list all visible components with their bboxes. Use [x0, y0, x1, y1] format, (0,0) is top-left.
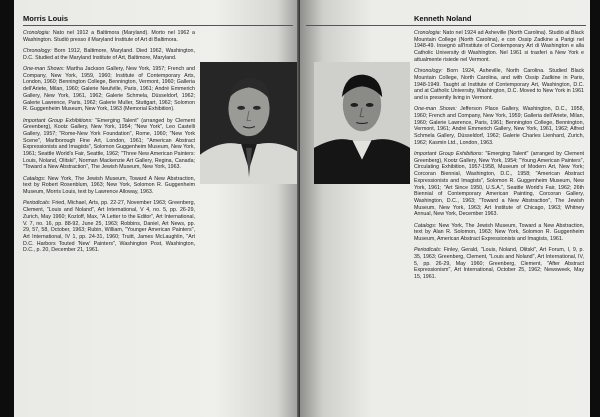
left-paragraph: Chronology: Born 1912, Baltimore, Maryland. Died 1962, Washington, D.C. Studied at the Maryland Institute of Art, Baltimore, Maryland. — [23, 48, 195, 61]
left-paragraph: One-man Shows: Martha Jackson Gallery, New York, 1957; French and Company, New York, 1959, 1960; Institute of Contemporary Arts, London, 1960; Bennington College, Bennington, Vermont, 1960; Galleria dell'Ariete, Milan, 1960; Galerie Neufville, Paris, 1961; André Emmerich Gallery, New York, 1961, 1962; Galerie Schmela, Düsseldorf, 1962; Galerie Lawrence, Paris, 1962; Galerie Muller, Stuttgart, 1962; Solomon R. Guggenheim Museum, New York, 1963 (Memorial Exhibition). — [23, 66, 196, 113]
right-header-rule — [306, 25, 586, 26]
left-paragraph: Periodicals: Fried, Michael, Arts, pp. 22-27, November 1963; Greenberg, Clement, "Louis and Noland", Art International, V 4, no. 5, pp. 26-29, Zurich, May 1960; Kozloff, Max, "A Letter to the Editor", Art International, V. 7, no. 16, pp. 88-92, June 25, 1963; Robbins, Daniel, Art News, pp. 29, 57, 58, October, 1963; Rubin, William, "Younger American Painters", Art International, IV 1, pp. 24-31, 1960; Truitt, James McLaughlin, "Art D.C. Harbors Touted 'New' Painters", Washington Post, Washington, D.C., p. 20, December 21, 1961. — [23, 200, 195, 254]
left-page-artist-name: Morris Louis — [23, 14, 69, 23]
left-page — [14, 0, 300, 417]
left-paragraph: Catalogs: New York, The Jewish Museum, Toward A New Abstraction, text by Robert Rosenblum, 1963; New York, Solomon R. Guggenheim Museum, Morris Louis, text by Lawrence Alloway, 1963. — [23, 175, 195, 196]
left-text-column — [23, 30, 195, 259]
right-paragraph: Chronology: Born 1924, Asheville, North Carolina. Studied Black Mountain College, North Carolina, and with Ossip Zadkine in Paris, 1948-1949. Taught at Institute of Contemporary Art, Washington, D.C. and at Catholic University, Washington, D.C. Moved to New York in 1961 and is presently living in Vermont. — [414, 68, 585, 101]
kenneth-noland-portrait-photo — [314, 62, 410, 184]
right-paragraph: Important Group Exhibitions: "Emerging Talent" (arranged by Clement Greenberg), Kootz Gallery, New York, 1954; "Young American Painters", Circulating Exhibition, 1957-1958, Museum of Modern Art, New York; Corcoran Biennial, Washington, D.C., 1958; "American Abstract Expressionists and Imagists", Solomon R. Guggenheim Museum, New York, 1961; "Art Since 1950, U.S.A.", Seattle World's Fair, 1962; 26th Biennial of Contemporary American Painting, Corcoran Gallery, Washington, D.C., 1963; "Toward a New Abstraction", The Jewish Museum, New York, 1963; Art Institute of Chicago, 1963; Whitney Annual, New York, December 1963. — [414, 151, 584, 218]
right-paragraph: Cronologia: Nato nel 1924 ad Asheville (North Carolina). Studiò al Black Mountain College (North Carolina), e con Ossip Zadkine a Parigi nel 1948-49. Insegnò all'Institute of Contemporary Art di Washington e alla Catholic University di Washington. Nel 1961 si trasferì a New York e attualmente risiede nel Vermont. — [414, 30, 584, 63]
right-text-column — [414, 30, 584, 285]
left-header-rule — [23, 25, 293, 26]
right-paragraph: Catalogs: New York, The Jewish Museum, Toward a New Abstraction, text by Alan R. Solomon, 1963; New York, Solomon R. Guggenheim Museum, American Abstract Expressionists and Imagists, 1961. — [414, 222, 584, 243]
right-paragraph: Periodicals: Finley, Gerald, "Louis, Noland, Olitski", Art Forum, I, 9, p. 35, 1963; Greenberg, Clement, "Louis and Noland", Art International, IV, 5, pp. 26-29, May 1960; Greenberg, Clement, "After Abstract Expressionism", Art International, October 25, 1962; Newsweek, May 15, 1961. — [414, 247, 584, 281]
left-paragraph: Important Group Exhibitions: "Emerging Talent" (arranged by Clement Greenberg), Kootz Gallery, New York, 1954; "New York", Leo Castelli Gallery, 1957; "Rome-New York Foundation", Rome, 1960; "New York Scene", Marlborough Fine Art, London, 1961; "American Abstract Expressionists and Imagists", Solomon Guggenheim Museum, New York, 1961; Seattle World's Fair, Seattle, 1962; "Three New American Painters: Louis, Noland, Olitski", Norman Mackenzie Art Gallery, Regina, Canada; "Toward a New Abstraction", The Jewish Museum, New York, 1963. — [23, 117, 195, 171]
right-page — [300, 0, 590, 417]
left-paragraph: Cronologia: Nato nel 1912 a Baltimora (Maryland). Morto nel 1962 a Washington. Studiò presso il Maryland Institute of Art di Baltimora. — [23, 30, 195, 43]
right-page-artist-name: Kenneth Noland — [414, 14, 472, 23]
right-paragraph: One-man Shows: Jefferson Place Gallery, Washington, D.C., 1958, 1960; French and Company, New York, 1959; Galleria dell'Ariete, Milan, 1960; Galerie Lawrence, Paris, 1961; Bennington College, Bennington, Vermont, 1961; André Emmerich Gallery, New York, 1961, 1962; Alfred Schmela Gallery, Düsseldorf, 1962; Galerie Charles Lienhard, Zurich, 1962; Kasmin Ltd., London, 1963. — [414, 106, 584, 146]
morris-louis-portrait-photo — [200, 62, 298, 184]
